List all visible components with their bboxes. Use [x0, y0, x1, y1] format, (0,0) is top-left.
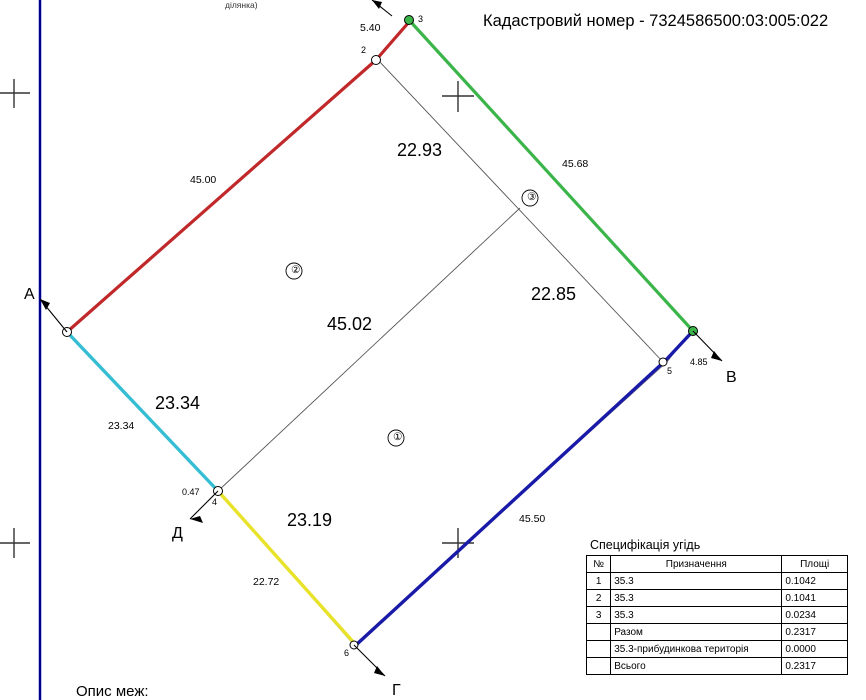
cell-purpose: 35.3-прибудинкова територія — [611, 641, 782, 658]
cell-number — [587, 624, 611, 641]
dimension-0-47: 0.47 — [182, 487, 200, 497]
dimension-22-72: 22.72 — [253, 576, 280, 588]
node-label-2: 2 — [361, 45, 367, 55]
specification-panel — [586, 538, 848, 675]
cadastral-number-title: Кадастровий номер - 7324586500:03:005:022 — [483, 12, 829, 30]
table-row — [587, 624, 848, 641]
cell-purpose: Разом — [611, 624, 782, 641]
dimension-45-68: 45.68 — [562, 158, 589, 170]
table-row — [587, 590, 848, 607]
node-label-6: 6 — [344, 648, 350, 658]
top-note-label: ділянка) — [225, 0, 258, 10]
corner-label-d: Д — [172, 525, 183, 542]
dimension-5-40: 5.40 — [360, 22, 381, 34]
cell-number: 3 — [587, 607, 611, 624]
cell-area: 0.2317 — [782, 658, 848, 675]
cell-area: 0.0000 — [782, 641, 848, 658]
cell-area: 0.2317 — [782, 624, 848, 641]
dimension-23-19: 23.19 — [287, 510, 333, 530]
segment-red-23 — [376, 22, 409, 60]
node-label-3: 3 — [418, 14, 424, 24]
cell-purpose: 35.3 — [611, 590, 782, 607]
specification-title: Специфікація угідь — [590, 538, 701, 552]
table-header-row — [587, 556, 848, 573]
cell-area: 0.1042 — [782, 573, 848, 590]
column-header-purpose: Призначення — [611, 556, 782, 573]
corner-label-g: Г — [392, 682, 401, 699]
dimension-4-85: 4.85 — [690, 357, 708, 367]
parcel-number-2: ② — [291, 264, 301, 276]
dimension-22-85: 22.85 — [531, 284, 577, 304]
parcel-number-rings — [286, 190, 538, 446]
corner-label-a: А — [24, 286, 35, 303]
parcel-number-3: ③ — [527, 191, 537, 203]
parcel-number-1: ① — [393, 431, 403, 443]
dimension-45-00: 45.00 — [190, 174, 217, 186]
cell-number — [587, 641, 611, 658]
cell-number: 1 — [587, 573, 611, 590]
segment-blue-b5 — [665, 331, 693, 361]
cell-area: 0.1041 — [782, 590, 848, 607]
dimension-23-34-big: 23.34 — [155, 393, 201, 413]
segment-red-a2 — [67, 60, 376, 332]
column-header-number: № — [587, 556, 611, 573]
node-label-5: 5 — [667, 366, 673, 376]
column-header-area: Площі — [782, 556, 848, 573]
dimension-22-93: 22.93 — [397, 140, 443, 160]
specification-table — [586, 555, 848, 675]
opys-mezh-label: Опис меж: — [76, 683, 149, 700]
dimension-45-50: 45.50 — [519, 513, 546, 525]
cell-number — [587, 658, 611, 675]
table-row — [587, 573, 848, 590]
cell-purpose: 35.3 — [611, 607, 782, 624]
corner-label-v: В — [726, 369, 737, 386]
cell-number: 2 — [587, 590, 611, 607]
dimension-23-34-small: 23.34 — [108, 420, 135, 432]
cell-purpose: 35.3 — [611, 573, 782, 590]
table-row — [587, 658, 848, 675]
table-row — [587, 607, 848, 624]
cell-area: 0.0234 — [782, 607, 848, 624]
dimension-45-02: 45.02 — [327, 314, 373, 334]
node-label-4: 4 — [212, 497, 218, 507]
cell-purpose: Всього — [611, 658, 782, 675]
table-row — [587, 641, 848, 658]
